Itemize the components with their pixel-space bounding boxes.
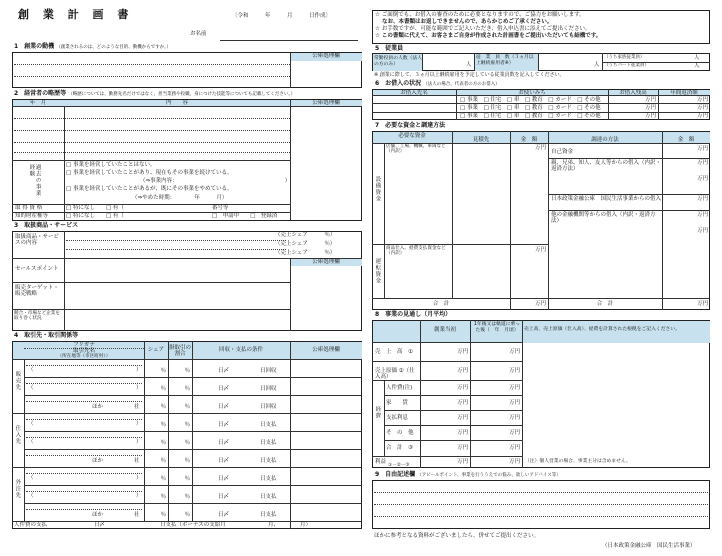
partner-group-label: 外注先 <box>14 479 21 499</box>
partner-name-field[interactable]: （ <box>28 439 34 445</box>
partner-name-field[interactable]: （ <box>28 421 34 427</box>
partner-name-field[interactable]: （ <box>28 367 34 373</box>
s5-title: 5 従業員 <box>375 45 404 52</box>
partner-group-label: 仕入先 <box>14 425 21 445</box>
s3-title: 3 取扱商品・サービス <box>14 222 79 229</box>
business-plan-form: 創 業 計 画 書 〔令和 年 月 日作成〕 お名前 1 創業の動機 （創業されるのは、どのような目的、動機からですか。） 公庫処理欄 2 経営者の略歴等 （略歴については、勤務先名だけではなく、担当業務や役職、身につけた技能等についても記載してください。） 年 月 内 容 公庫処理欄 過去の事業経験 □ 事業を経営していたことはない。 □ 事業を経営していたことがあり、現在もその事業を続けている。 （⇒事業内容： ） □ 事業を経営していたことがあるが、既にその事業をやめている。 （⇒やめた時期： 年 月） 取 得 資 格 □ 特になし □ 有（ 番号等 知的財産権等 □ 特になし □ 有（ □ 申請中 □ 登録済 3 取扱商品・サービス 取扱商品・サービスの内容 （売上シェア ％） （売上シェア ％） （売上シェア ％） 公庫処理欄 セールスポイント 販売ターゲット・販売戦略 競合・市場など企業を取り巻く状況 4 取引先・取引関係等 フリガナ 取引先名 （所在地等（市区町村）） シェア 掛取引の割合 回収・支払の条件 公庫処理欄 販売先 （ ） ％ ％ 日〆 日回収 （ ） ％ ％ 日〆 日回収 ほか 社 ％ ％ 日〆 日回収 仕入先 （ ） ％ ％ 日〆 日支払 （ ） ％ ％ 日〆 日支払 ほか 社 ％ ％ 日〆 日支払 外注先 （ ） ％ ％ 日〆 日支払 （ ） ％ ％ 日〆 日支払 ほか 社 ％ ％ 日〆 日支払 人件費の支払 日〆 日支払（ボーナスの支給月 月、 月） ☆ ご面倒でも、お借入の審査のために必要となりますので、ご協力をお願いします。 なお、本書類はお返しできませんので、あらかじめご了承ください。 ☆ お手数ですが、可能な範囲でご記入いただき、借入申込書に添えてご提出ください。 ☆ この書類に代えて、お客さまご自身が作成された計画書をご提出いただいても結構です。 5 従業員 常勤役員の人数（法人の方のみ） 人 従 業 員 数（３ヵ月以上継続雇用者※） 人 （うち家族従業員） （うちパート従業員） 人 人 ※ 創業に際して、３ヵ月以上継続雇用を予定している従業員数を記入してください。 6 お借入の状況 （法人の場合、代表者の方のお借入） お借入先名 お使いみち お借入残高 年間返済額 □ 事業 □ 住宅 □ 車 □ 教育 □ カード □ その他 万円 万円 □ 事業 □ 住宅 □ 車 □ 教育 □ カード □ その他 万円 万円 □ 事業 □ 住宅 □ 車 □ 教育 □ カード □ その他 万円 万円 7 必要な資金と調達方法 必要な資金 見積先 金 額 調達の方法 金 額 設備資金 店舗、工場、機械、車両など（内訳） 運転資金 商品仕入、経費支払資金など（内訳） 万円 万円 合 計 万円 合 計 万円 自己資金 万円 親、兄弟、知人、友人等からの借入（内訳・返済方法） 万円 万円 日本政策金融公庫 国民生活事業からの借入 万円 他の金融機関等からの借入（内訳・返済方法） 万円 万円 8 事業の見通し（月平均） 創業当初 1年後又は軌道に乗った後（ 年 月頃） 売上高、売上原価（仕入高）、経費を計算された根拠をご記入ください。 経費 売 上 高 ① 万円 万円 売上原価 ②（仕入高） 万円 万円 人件費(注) 万円 万円 家 賃 万円 万円 支払利息 万円 万円 そ の 他 万円 万円 合 計 ③ 万円 万円 利益 ①－②－③ 万円 万円 （注）個人営業の場合、事業主分は含めません。 9 自由記述欄 （アピールポイント、事業を行ううえでの悩み、欲しいアドバイス等） ほかに参考となる資料がございましたら、併せてご提出ください。 （日本政策金融公庫 国民生活事業） <box>14 8 708 549</box>
loan-use-options[interactable]: □ 事業 □ 住宅 □ 車 □ 教育 □ カード □ その他 <box>460 104 601 111</box>
s6-title: 6 お借入の状況 （法人の場合、代表者の方のお借入） <box>375 80 500 87</box>
s9-title: 9 自由記述欄 （アピールポイント、事業を行ううえでの悩み、欲しいアドバイス等） <box>375 471 561 478</box>
partner-name-field[interactable]: （ <box>28 385 34 391</box>
exp-option-2[interactable]: □ 事業を経営していたことがあり、現在もその事業を続けている。 <box>66 170 233 176</box>
s1-title: 1 創業の動機 （創業されるのは、どのような目的、動機からですか。） <box>14 43 171 50</box>
footer-note: ほかに参考となる資料がございましたら、併せてご提出ください。 <box>374 533 540 539</box>
s1-office: 公庫処理欄 <box>312 53 340 59</box>
s4-title: 4 取引先・取引関係等 <box>14 332 79 339</box>
loan-use-options[interactable]: □ 事業 □ 住宅 □ 車 □ 教育 □ カード □ その他 <box>460 96 601 103</box>
s2-title: 2 経営者の略歴等 （略歴については、勤務先名だけではなく、担当業務や役職、身につけた技能等についても記載してください。） <box>14 90 296 97</box>
s7-title: 7 必要な資金と調達方法 <box>375 122 446 129</box>
loan-use-options[interactable]: □ 事業 □ 住宅 □ 車 □ 教育 □ カード □ その他 <box>460 113 601 120</box>
s8-title: 8 事業の見通し（月平均） <box>375 311 452 318</box>
exp-label: 過去の事業経験 <box>28 164 41 197</box>
exp-option-3[interactable]: □ 事業を経営していたことがあるが、既にその事業をやめている。 <box>66 186 233 192</box>
form-title: 創 業 計 画 書 <box>18 8 134 21</box>
date-line: 〔令和 年 月 日作成〕 <box>232 13 332 19</box>
exp-option-1[interactable]: □ 事業を経営していたことはない。 <box>66 162 156 168</box>
name-field[interactable] <box>220 40 358 41</box>
wage-label: 人件費の支払 <box>14 522 48 528</box>
qual-field[interactable]: □ 特になし □ 有（ <box>66 205 124 211</box>
name-label: お名前 <box>190 31 207 37</box>
partner-name-field[interactable]: （ <box>28 493 34 499</box>
ip-field[interactable]: □ 特になし □ 有（ <box>66 213 124 219</box>
footer-org: （日本政策金融公庫 国民生活事業） <box>602 543 696 549</box>
partner-name-field[interactable]: （ <box>28 475 34 481</box>
partner-group-label: 販売先 <box>14 371 21 391</box>
